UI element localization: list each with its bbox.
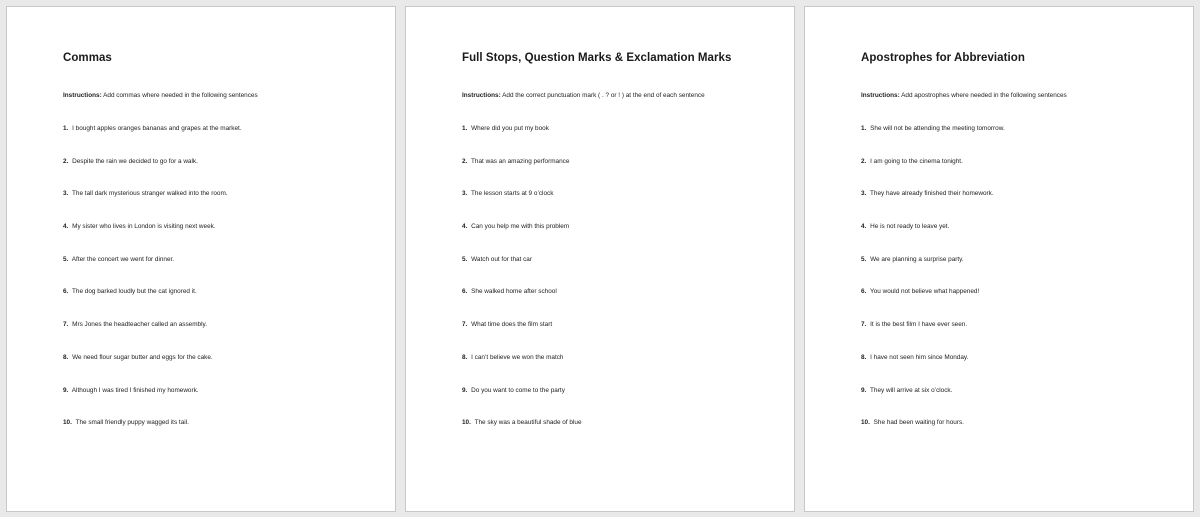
instructions <box>861 92 1067 99</box>
question-text: Can you help me with this problem <box>471 223 570 231</box>
question-number: 10. <box>861 419 870 427</box>
question-text: After the concert we went for dinner. <box>71 255 175 263</box>
question-item <box>861 288 1005 321</box>
question-text: What time does the film start <box>471 321 553 329</box>
question-number: 10. <box>462 419 471 427</box>
question-item <box>462 387 582 420</box>
question-item <box>462 354 582 387</box>
instructions <box>63 92 258 99</box>
question-text: She will not be attending the meeting tomorrow. <box>870 125 1005 132</box>
instructions-label: Instructions: <box>63 92 102 99</box>
question-number: 4. <box>462 223 468 231</box>
instructions <box>462 92 705 99</box>
question-text: That was an amazing performance <box>471 157 570 165</box>
question-number: 3. <box>462 190 468 198</box>
question-text: You would not believe what happened! <box>870 288 980 296</box>
question-number: 1. <box>63 125 69 132</box>
instructions-text: Add the correct punctuation mark ( . ? or ! ) at the end of each sentence <box>502 92 705 99</box>
question-text: Where did you put my book <box>471 125 549 132</box>
question-item <box>63 387 242 420</box>
question-item <box>462 125 582 158</box>
question-number: 6. <box>861 288 867 296</box>
question-number: 8. <box>63 353 69 361</box>
instructions-text: Add commas where needed in the following sentences <box>103 92 258 99</box>
question-item <box>462 223 582 256</box>
question-item <box>63 256 242 289</box>
page-commas <box>6 6 396 512</box>
question-item <box>63 288 242 321</box>
question-number: 6. <box>63 288 69 296</box>
question-number: 4. <box>861 223 867 231</box>
question-text: He is not ready to leave yet. <box>870 223 950 231</box>
question-item <box>63 321 242 354</box>
question-number: 4. <box>63 223 69 231</box>
question-number: 5. <box>861 255 867 263</box>
question-text: The dog barked loudly but the cat ignored it. <box>72 288 197 296</box>
page-title: Full Stops, Question Marks & Exclamation Marks <box>462 52 732 64</box>
question-item <box>63 158 242 191</box>
page-title: Commas <box>63 52 112 64</box>
question-item <box>462 419 582 452</box>
question-number: 10. <box>63 419 72 427</box>
question-item <box>861 158 1005 191</box>
question-item <box>462 288 582 321</box>
question-text: They have already finished their homework. <box>870 190 994 198</box>
question-number: 1. <box>861 125 867 132</box>
question-item <box>861 387 1005 420</box>
question-number: 8. <box>861 353 867 361</box>
question-number: 5. <box>462 255 468 263</box>
question-number: 7. <box>462 321 468 329</box>
question-text: She walked home after school <box>471 288 557 296</box>
question-text: The sky was a beautiful shade of blue <box>474 419 582 427</box>
question-item <box>861 190 1005 223</box>
question-item <box>63 419 242 452</box>
question-item <box>861 321 1005 354</box>
question-text: Mrs Jones the headteacher called an assembly. <box>72 321 207 329</box>
question-text: The tall dark mysterious stranger walked into the room. <box>72 190 228 198</box>
question-number: 8. <box>462 353 468 361</box>
question-text: Do you want to come to the party <box>471 386 565 394</box>
question-list <box>861 125 1005 452</box>
question-text: I am going to the cinema tonight. <box>870 157 963 165</box>
question-number: 1. <box>462 125 468 132</box>
question-item <box>861 125 1005 158</box>
question-number: 9. <box>462 386 468 394</box>
question-text: I have not seen him since Monday. <box>870 353 969 361</box>
question-item <box>63 190 242 223</box>
question-number: 2. <box>63 157 69 165</box>
question-number: 2. <box>861 157 867 165</box>
question-text: I can’t believe we won the match <box>471 353 564 361</box>
question-number: 3. <box>63 190 69 198</box>
question-text: The lesson starts at 9 o’clock <box>471 190 554 198</box>
question-number: 2. <box>462 157 468 165</box>
instructions-text: Add apostrophes where needed in the following sentences <box>901 92 1067 99</box>
question-item <box>462 321 582 354</box>
question-text: Despite the rain we decided to go for a walk. <box>72 157 198 165</box>
question-number: 9. <box>63 386 69 394</box>
question-text: My sister who lives in London is visiting next week. <box>72 223 216 231</box>
question-item <box>861 419 1005 452</box>
question-item <box>861 354 1005 387</box>
question-list <box>462 125 582 452</box>
question-text: Watch out for that car <box>471 255 532 263</box>
question-text: We need flour sugar butter and eggs for the cake. <box>72 353 213 361</box>
question-item <box>63 223 242 256</box>
question-text: I bought apples oranges bananas and grapes at the market. <box>72 125 242 132</box>
page-title: Apostrophes for Abbreviation <box>861 52 1025 64</box>
question-number: 9. <box>861 386 867 394</box>
question-item <box>462 190 582 223</box>
question-number: 5. <box>63 255 69 263</box>
question-number: 7. <box>63 321 69 329</box>
question-text: The small friendly puppy wagged its tail. <box>75 419 189 427</box>
question-text: It is the best film I have ever seen. <box>870 321 968 329</box>
question-number: 6. <box>462 288 468 296</box>
question-item <box>63 125 242 158</box>
page-full-stops <box>405 6 795 512</box>
instructions-label: Instructions: <box>861 92 900 99</box>
question-text: They will arrive at six o’clock. <box>870 386 953 394</box>
question-text: Although I was tired I finished my homework. <box>71 386 199 394</box>
question-number: 3. <box>861 190 867 198</box>
question-number: 7. <box>861 321 867 329</box>
question-item <box>462 256 582 289</box>
question-item <box>462 158 582 191</box>
instructions-label: Instructions: <box>462 92 501 99</box>
question-item <box>63 354 242 387</box>
question-text: We are planning a surprise party. <box>870 255 964 263</box>
question-item <box>861 256 1005 289</box>
question-list <box>63 125 242 452</box>
question-item <box>861 223 1005 256</box>
page-apostrophes <box>804 6 1194 512</box>
question-text: She had been waiting for hours. <box>873 419 964 427</box>
